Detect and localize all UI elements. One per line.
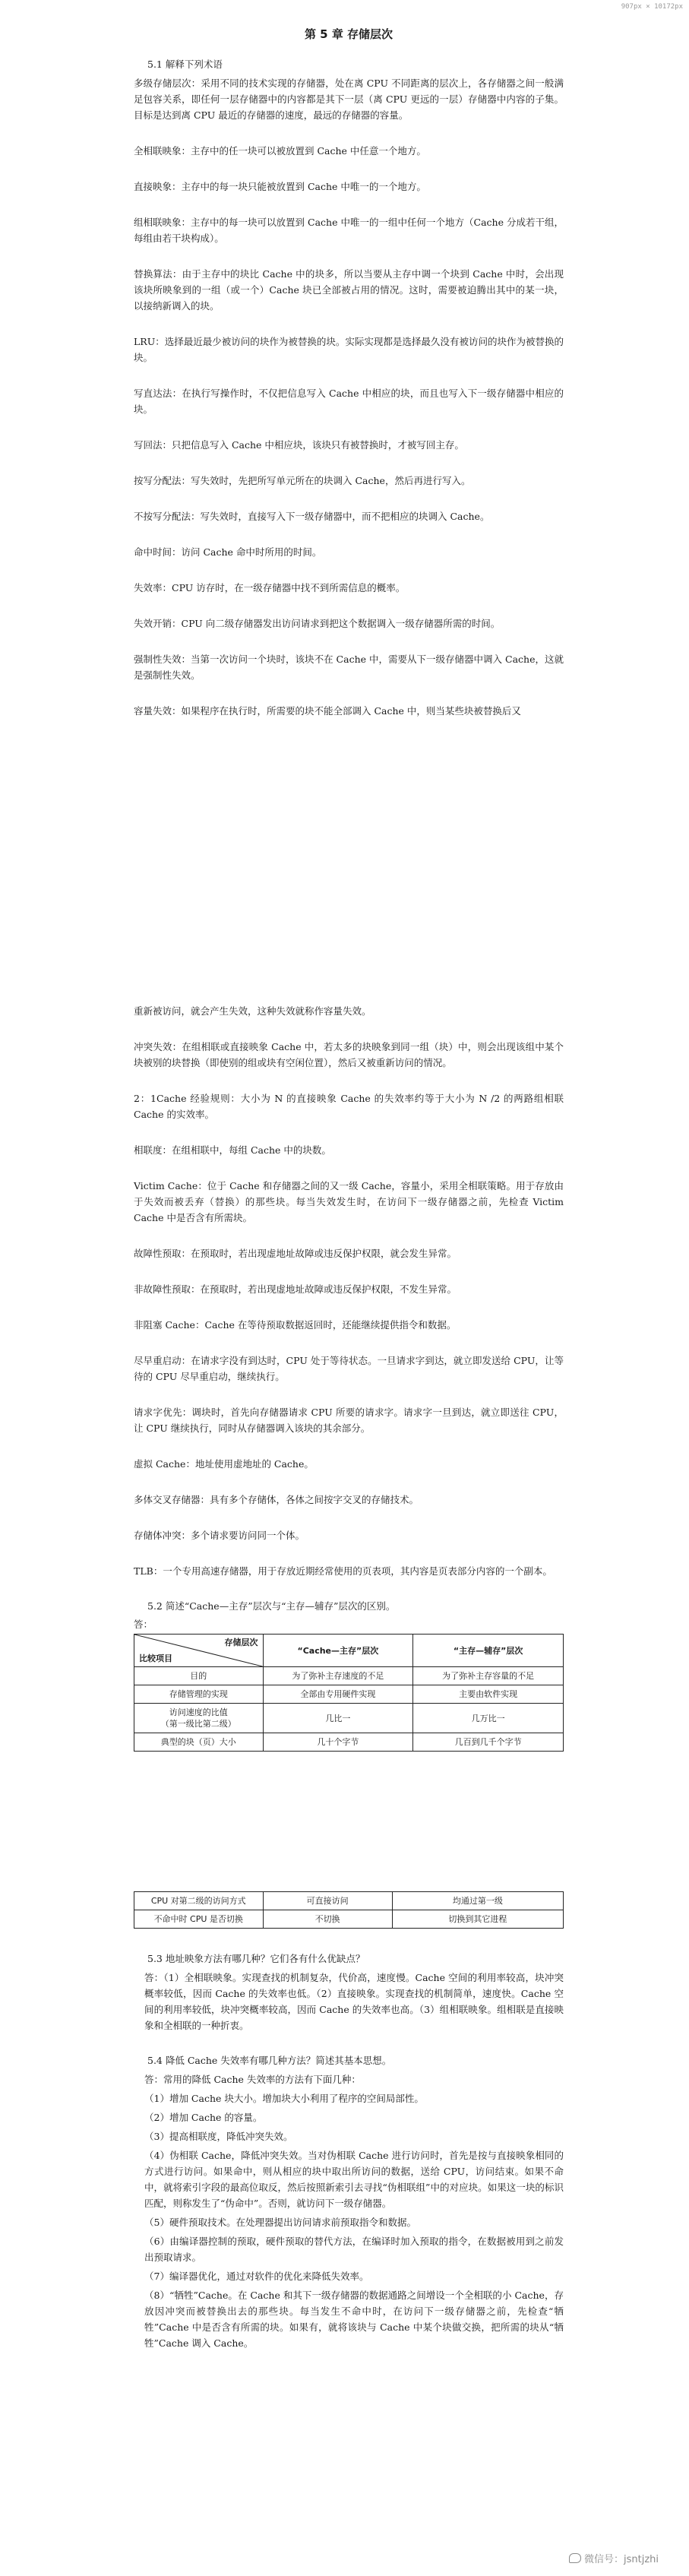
term-definition: 全相联映象：主存中的任一块可以被放置到 Cache 中任意一个地方。 (134, 145, 426, 157)
term-definition: 非故障性预取：在预取时，若出现虚地址故障或违反保护权限，不发生异常。 (134, 1283, 457, 1295)
term-definition: 写回法：只把信息写入 Cache 中相应块，该块只有被替换时，才被写回主存。 (134, 439, 464, 451)
table-cell: 目的 (134, 1667, 264, 1685)
table-row (134, 1892, 564, 1910)
image-size-label: 907px × 10172px (621, 3, 683, 11)
watermark (569, 2551, 659, 2565)
table-cell: 全部由专用硬件实现 (263, 1685, 413, 1704)
table-header-row (134, 1635, 564, 1667)
table-cell: CPU 对第二级的访问方式 (134, 1892, 264, 1910)
section-heading-5-2: 5.2 简述“Cache—主存”层次与“主存—辅存”层次的区别。 (147, 1600, 396, 1612)
table-cell: 可直接访问 (263, 1892, 392, 1910)
table-cell: 几比一 (263, 1704, 413, 1733)
term-definition: 重新被访问，就会产生失效，这种失效就称作容量失效。 (134, 1005, 371, 1017)
term-definition: 冲突失效：在组相联或直接映象 Cache 中，若太多的块映象到同一组（块）中，则会出现该组中某个块被别的块替换（即使别的组或块有空闲位置），然后又被重新访问的情况。 (134, 1041, 564, 1068)
answer-list-item: （8）“牺牲”Cache。在 Cache 和其下一级存储器的数据通路之间增设一个全相联的小 Cache，存放因冲突而被替换出去的那些块。每当发生不命中时，在访问下一级存储器之前，先检查“牺牲”Cache 中是否含有所需的块。如果有，就将该块与 Cache 中某个块做交换，把所需的块从“牺牲”Cache 调入 Cache。 (144, 2290, 564, 2349)
term-definition: TLB：一个专用高速存储器，用于存放近期经常使用的页表项，其内容是页表部分内容的一个副本。 (134, 1565, 552, 1577)
table-cell: 为了弥补主存速度的不足 (263, 1667, 413, 1685)
table-row (134, 1910, 564, 1929)
table-cell: 几百到几千个字节 (413, 1733, 564, 1752)
answer-5-4-intro: 答：常用的降低 Cache 失效率的方法有下面几种： (144, 2074, 361, 2085)
table-cell: 存储管理的实现 (134, 1685, 264, 1704)
term-definition: 存储体冲突：多个请求要访问同一个体。 (134, 1530, 305, 1541)
answer-list-item: （1）增加 Cache 块大小。增加块大小利用了程序的空间局部性。 (144, 2093, 424, 2104)
table-row (134, 1667, 564, 1685)
column-header-main-aux: “主存—辅存”层次 (413, 1635, 564, 1667)
table-cell: 几十个字节 (263, 1733, 413, 1752)
table-cell: 访问速度的比值 （第一级比第二级） (134, 1704, 264, 1733)
answer-list-item: （2）增加 Cache 的容量。 (144, 2112, 263, 2123)
column-header-cache-main: “Cache—主存”层次 (263, 1635, 413, 1667)
term-definition: 失效率：CPU 访存时，在一级存储器中找不到所需信息的概率。 (134, 582, 406, 593)
table-cell: 不切换 (263, 1910, 392, 1929)
answer-5-3: 答：（1）全相联映象。实现查找的机制复杂，代价高，速度慢。Cache 空间的利用率较高，块冲突概率较低，因而 Cache 的失效率也低。（2）直接映象。实现查找的机制简单，速度快。Cache 空间的利用率较低，块冲突概率较高，因而 Cache 的失效率也高。（3）组相联映象。组相联是直接映象和全相联的一种折衷。 (144, 1972, 564, 2031)
term-definition: 故障性预取：在预取时，若出现虚地址故障或违反保护权限，就会发生异常。 (134, 1248, 457, 1259)
term-definition: 直接映象：主存中的每一块只能被放置到 Cache 中唯一的一个地方。 (134, 181, 426, 192)
table-cell: 主要由软件实现 (413, 1685, 564, 1704)
term-definition: 尽早重启动：在请求字没有到达时，CPU 处于等待状态。一旦请求字到达，就立即发送给 CPU，让等待的 CPU 尽早重启动，继续执行。 (134, 1355, 564, 1382)
term-definition: 多体交叉存储器：具有多个存储体，各体之间按字交叉的存储技术。 (134, 1494, 419, 1505)
answer-list-item: （4）伪相联 Cache，降低冲突失效。当对伪相联 Cache 进行访问时，首先是按与直接映象相同的方式进行访问。如果命中，则从相应的块中取出所访问的数据，送给 CPU，访问结束。如果不命中，就将索引字段的最高位取反，然后按照新索引去寻找“伪相联组”中的对应块。如果这一块的标识匹配，则称发生了“伪命中”。否则，就访问下一级存储器。 (144, 2150, 564, 2209)
table-row (134, 1733, 564, 1752)
term-definition: 按写分配法：写失效时，先把所写单元所在的块调入 Cache，然后再进行写入。 (134, 475, 471, 486)
section-heading-5-1: 5.1 解释下列术语 (147, 59, 223, 70)
comparison-table (134, 1634, 564, 1752)
answer-list-item: （3）提高相联度，降低冲突失效。 (144, 2131, 293, 2142)
diag-bottom-label: 比较项目 (139, 1654, 172, 1663)
term-definition: LRU：选择最近最少被访问的块作为被替换的块。实际实现都是选择最久没有被访问的块作为被替换的块。 (134, 336, 564, 363)
table-cell: 几万比一 (413, 1704, 564, 1733)
comparison-table-continued (134, 1891, 564, 1929)
term-definition: 容量失效：如果程序在执行时，所需要的块不能全部调入 Cache 中，则当某些块被替换后又 (134, 705, 521, 717)
answer-label: 答： (134, 1619, 153, 1630)
term-definition: 失效开销：CPU 向二级存储器发出访问请求到把这个数据调入一级存储器所需的时间。 (134, 618, 501, 629)
table-row (134, 1704, 564, 1733)
answer-list-item: （5）硬件预取技术。在处理器提出访问请求前预取指令和数据。 (144, 2217, 416, 2228)
term-definition: 强制性失效：当第一次访问一个块时，该块不在 Cache 中，需要从下一级存储器中调入 Cache，这就是强制性失效。 (134, 653, 564, 681)
term-definition: Victim Cache：位于 Cache 和存储器之间的又一级 Cache，容量小，采用全相联策略。用于存放由于失效而被丢弃（替换）的那些块。每当失效发生时，在访问下一级存储器之前，先检查 Victim Cache 中是否含有所需块。 (134, 1180, 564, 1223)
term-definition: 相联度：在组相联中，每组 Cache 中的块数。 (134, 1144, 331, 1156)
document-page-2 (134, 1003, 564, 2354)
diag-top-label: 存储层次 (224, 1638, 258, 1647)
section-heading-5-3: 5.3 地址映象方法有哪几种？它们各有什么优缺点？ (147, 1953, 365, 1964)
answer-list-item: （6）由编译器控制的预取，硬件预取的替代方法，在编译时加入预取的指令，在数据被用到之前发出预取请求。 (144, 2236, 564, 2263)
term-definition: 虚拟 Cache：地址使用虚地址的 Cache。 (134, 1458, 314, 1470)
table-row (134, 1685, 564, 1704)
term-definition: 不按写分配法：写失效时，直接写入下一级存储器中，而不把相应的块调入 Cache。 (134, 511, 490, 522)
term-definition: 命中时间：访问 Cache 命中时所用的时间。 (134, 546, 322, 558)
chapter-title: 第 5 章 存储层次 (304, 27, 393, 41)
term-definition: 组相联映象：主存中的每一块可以放置到 Cache 中唯一的一组中任何一个地方（Cache 分成若干组，每组由若干块构成）。 (134, 217, 564, 244)
table-cell: 均通过第一级 (392, 1892, 563, 1910)
section-heading-5-4: 5.4 降低 Cache 失效率有哪几种方法？简述其基本思想。 (147, 2055, 392, 2066)
diagonal-header-cell (134, 1635, 264, 1667)
table-cell: 切换到其它进程 (392, 1910, 563, 1929)
term-definition: 请求字优先：调块时，首先向存储器请求 CPU 所要的请求字。请求字一旦到达，就立即送往 CPU，让 CPU 继续执行，同时从存储器调入该块的其余部分。 (134, 1407, 564, 1434)
table-cell: 典型的块（页）大小 (134, 1733, 264, 1752)
term-definition: 替换算法：由于主存中的块比 Cache 中的块多，所以当要从主存中调一个块到 Cache 中时，会出现该块所映象到的一组（或一个）Cache 块已全部被占用的情况。这时，需要被迫腾出其中的某一块，以接纳新调入的块。 (134, 268, 564, 312)
document-page-1 (134, 0, 564, 739)
table-cell: 为了弥补主存容量的不足 (413, 1667, 564, 1685)
wechat-icon (569, 2553, 581, 2563)
watermark-text: 微信号：jsntjzhi (583, 2554, 659, 2565)
answer-list-item: （7）编译器优化，通过对软件的优化来降低失效率。 (144, 2271, 369, 2282)
term-definition: 写直达法：在执行写操作时，不仅把信息写入 Cache 中相应的块，而且也写入下一级存储器中相应的块。 (134, 388, 564, 415)
table-cell: 不命中时 CPU 是否切换 (134, 1910, 264, 1929)
term-definition: 非阻塞 Cache：Cache 在等待预取数据返回时，还能继续提供指令和数据。 (134, 1319, 457, 1331)
term-definition: 2：1Cache 经验规则：大小为 N 的直接映象 Cache 的失效率约等于大小为 N /2 的两路组相联 Cache 的实效率。 (134, 1093, 564, 1120)
term-definition: 多级存储层次：采用不同的技术实现的存储器，处在离 CPU 不同距离的层次上，各存储器之间一般满足包容关系，即任何一层存储器中的内容都是其下一层（离 CPU 更远的一层）存储器中内容的子集。目标是达到离 CPU 最近的存储器的速度，最远的存储器的容量。 (134, 78, 564, 121)
